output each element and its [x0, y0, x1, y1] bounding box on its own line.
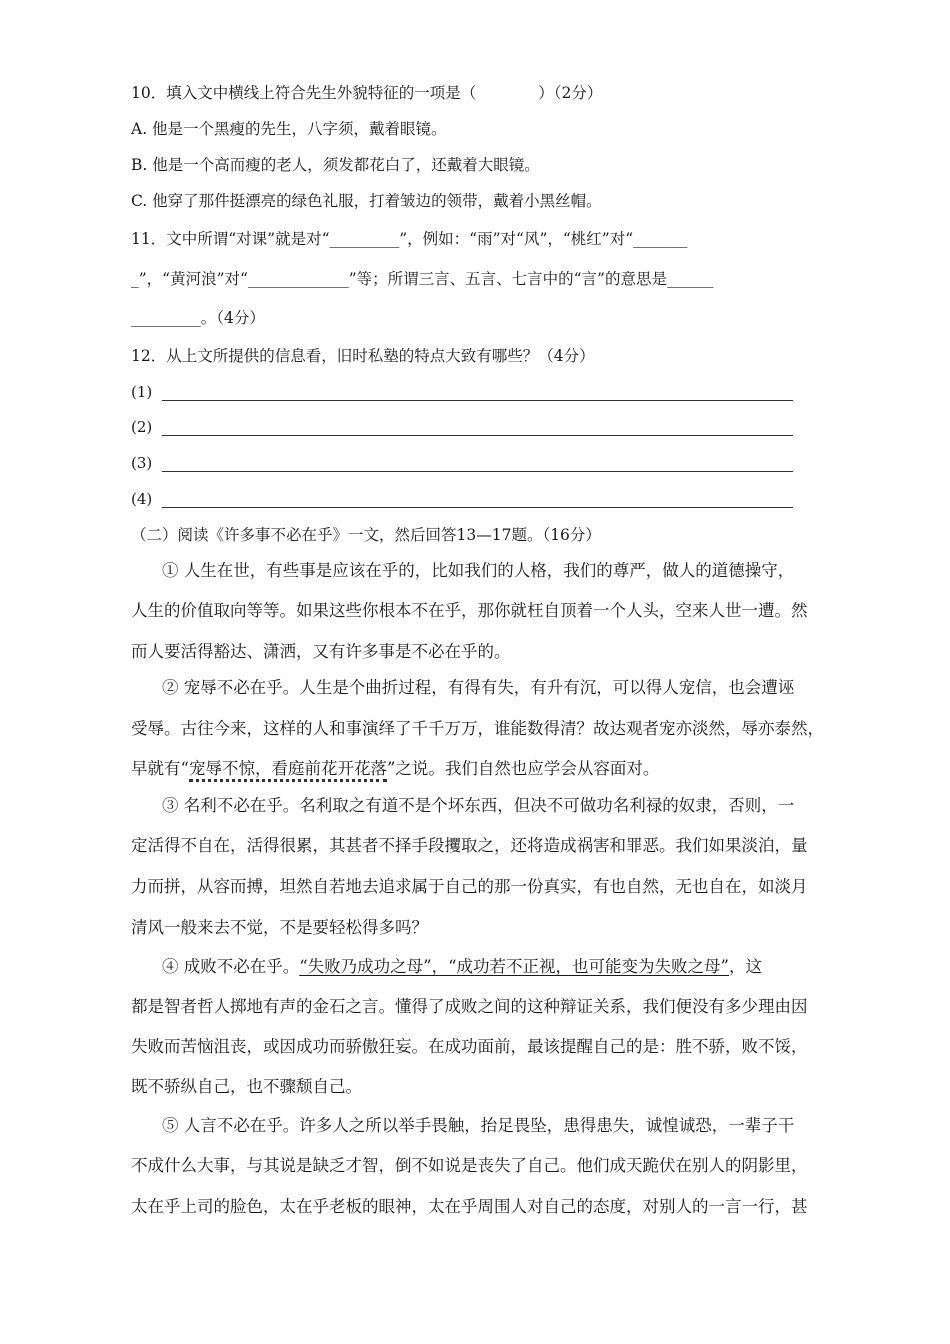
paragraph-5-line-2: 不成什么大事，与其说是缺乏才智，倒不如说是丧失了自己。他们成天跪伏在别人的阴影里， [131, 1156, 808, 1175]
question-11-line-3: _________。（4分） [131, 309, 265, 327]
answer-line-3[interactable] [131, 454, 793, 474]
paragraph-4-line-4: 既不骄纵自己，也不骤颓自己。 [131, 1077, 362, 1096]
paragraph-1-line-3: 而人要活得豁达、潇洒，又有许多事是不必在乎的。 [131, 642, 511, 661]
paragraph-5-line-1: ⑤ 人言不必在乎。许多人之所以举手畏触，抬足畏坠，患得患失，诚惶诚恐，一辈子干 [162, 1116, 795, 1135]
answer-line-2[interactable] [131, 418, 793, 438]
answer-line-1[interactable] [131, 383, 793, 403]
dotted-emphasis-phrase: 宠辱不惊，看庭前花开花落 [189, 759, 387, 782]
paragraph-3-line-2: 定活得不自在，活得很累，其甚者不择手段攫取之，还将造成祸害和罪恶。我们如果淡泊，量 [131, 836, 808, 855]
answer-number: (4) [131, 490, 153, 508]
question-11-line-2: _”，“黄河浪”对“_____________”等；所谓三言、五言、七言中的“言”的意思是______ [131, 270, 714, 288]
paragraph-4-line-1 [162, 956, 762, 978]
question-10-option-a: A. 他是一个黑瘦的先生，八字须，戴着眼镜。 [131, 120, 447, 138]
paragraph-2-line-3 [131, 758, 659, 780]
answer-rule [162, 435, 793, 436]
answer-number: (1) [131, 383, 153, 401]
paragraph-3-line-3: 力而拼，从容而搏，坦然自若地去追求属于自己的那一份真实，有也自然，无也自在，如淡月 [131, 877, 808, 896]
text-segment: ，这 [729, 957, 762, 976]
paragraph-1-line-2: 人生的价值取向等等。如果这些你根本不在乎，那你就枉自顶着一个人头，空来人世一遭。然 [131, 601, 808, 620]
paragraph-4-line-2: 都是智者哲人掷地有声的金石之言。懂得了成败之间的这种辩证关系，我们便没有多少理由因 [131, 997, 808, 1016]
paragraph-3-line-4: 清风一般来去不觉，不是要轻松得多吗？ [131, 918, 428, 937]
question-10-option-c: C. 他穿了那件挺漂亮的绿色礼服，打着皱边的领带，戴着小黑丝帽。 [131, 192, 602, 210]
paragraph-2-line-1: ② 宠辱不必在乎。人生是个曲折过程，有得有失，有升有沉，可以得人宠信，也会遭诬 [162, 678, 795, 697]
paragraph-4-line-3: 失败而苦恼沮丧，或因成功而骄傲狂妄。在成功面前，最该提醒自己的是：胜不骄，败不馁， [131, 1037, 808, 1056]
text-segment: 早就有“ [131, 759, 189, 778]
question-12-stem: 12．从上文所提供的信息看，旧时私塾的特点大致有哪些？（4分） [131, 347, 595, 365]
answer-rule [162, 400, 793, 401]
answer-number: (3) [131, 454, 153, 472]
question-10-stem: 10．填入文中横线上符合先生外貌特征的一项是（ ）（2分） [131, 84, 603, 102]
paragraph-2-line-2: 受辱。古往今来，这样的人和事演绎了千千万万，谁能数得清？故达观者宠亦淡然，辱亦泰然， [131, 719, 824, 738]
paragraph-5-line-3: 太在乎上司的脸色，太在乎老板的眼神，太在乎周围人对自己的态度，对别人的一言一行，甚 [131, 1197, 808, 1216]
answer-number: (2) [131, 418, 153, 436]
text-segment: ④ 成败不必在乎。 [162, 957, 300, 976]
answer-line-4[interactable] [131, 490, 793, 510]
paragraph-1-line-1: ① 人生在世，有些事是应该在乎的，比如我们的人格，我们的尊严，做人的道德操守， [162, 561, 795, 580]
question-10-option-b: B. 他是一个高而瘦的老人，须发都花白了，还戴着大眼镜。 [131, 156, 540, 174]
section-2-heading: （二）阅读《许多事不必在乎》一文，然后回答13—17题。（16分） [131, 526, 601, 544]
answer-rule [162, 471, 793, 472]
answer-rule [162, 507, 793, 508]
underlined-quote: “失败乃成功之母”，“成功若不正视，也可能变为失败之母” [299, 957, 729, 976]
text-segment: ”之说。我们自然也应学会从容面对。 [386, 759, 660, 778]
question-11-line-1: 11．文中所谓“对课”就是对“_________”，例如：“雨”对“风”，“桃红”对“_______ [131, 230, 688, 248]
paragraph-3-line-1: ③ 名利不必在乎。名利取之有道不是个坏东西，但决不可做功名利禄的奴隶，否则，一 [162, 796, 795, 815]
